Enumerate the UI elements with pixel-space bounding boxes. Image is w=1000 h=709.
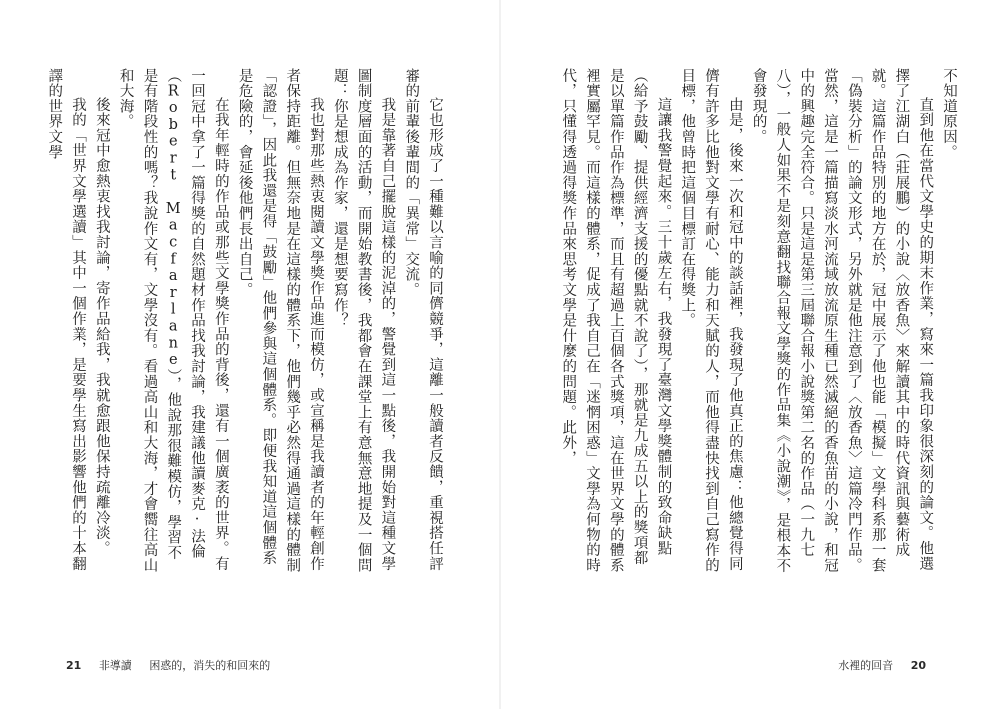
chapter-title: 水裡的回音 — [838, 659, 894, 672]
paragraph: 我是靠著自己擺脫這樣的泥淖的，警覺到這一點後，我開始對這種文學圖制度層面的活動，而開始教書後，我都會在課堂上有意無意地提及一個問題：你是想成為作家，還是想要寫作？ — [331, 68, 396, 573]
paragraph: 我也對那些熱衷閱讀文學獎作品進而模仿，或宣稱是我讀者的年輕創作者保持距離。但無奈地是在這樣的體系下，他們幾乎必然得通過這樣的體制「認證」，因此我還是得「鼓勵」他們參與這個體系。即便我知道這個體系是危險的，會延後他們長出自己。 — [236, 68, 325, 573]
right-page — [500, 0, 1000, 709]
paragraph: 我的「世界文學選讀」其中一個作業，是要學生寫出影響他們的十本翻譯的世界文學 — [46, 68, 87, 572]
left-folio — [66, 657, 284, 673]
page-number: 21 — [66, 659, 82, 672]
paragraph: 在我年輕時的作品或那些文學獎作品的背後，還有一個廣袤的世界。有一回冠中拿了一篇得獎的自然題材作品找我討論，我建議他讀麥克·法倫（Robert Macfarlane），他說那很難模仿，學習不是有階段性的嗎？我說作文有，文學沒有。看過高山和大海，才會嚮往高山和大海。 — [117, 68, 229, 573]
right-folio — [838, 657, 940, 673]
paragraph: 後來冠中愈熱衷找我討論，寄作品給我，我就愈跟他保持疏離冷淡。 — [93, 97, 110, 556]
chapter-title: 困惑的，消失的和回來的 — [149, 659, 271, 672]
left-page-body — [46, 68, 446, 574]
paragraph: 直到他在當代文學史的期末作業，寫來一篇我印象很深刻的論文。他選擇了江湖白（莊展鵬）的小說〈放香魚〉來解讀其中的時代資訊與藝術成就。這篇作品特別的地方在於，冠中展示了他也能「模擬」文學科系那一套「偽裝分析」的論文形式，另外就是他注意到了〈放香魚〉這篇冷門作品。當然，這是一篇描寫淡水河流域放流原生種已然滅絕的香魚苗的小說，和冠中的興趣完全符合。只是這是第三屆聯合報小說獎第二名的作品（一九七八），一般人如果不是刻意翻找聯合報文學獎的作品集《小說潮》，是根本不會發現的。 — [750, 68, 934, 574]
right-page-body — [540, 68, 960, 574]
paragraph: 它也形成了一種難以言喻的同儕競爭，這離一般讀者反饋，重視搭任評審的前輩後輩間的「異常」交流。 — [403, 68, 443, 572]
book-label: 非導讀 — [98, 659, 132, 672]
paragraph: 這讓我警覺起來。三十歲左右，我發現了臺灣文學獎體制的致命缺點（給予鼓勵、提供經濟支援的優點就不說了），那就是九成五以上的獎項都是以單篇作品作為標準，而且有超過上百個各式獎項，這在世界文學的體系裡實屬罕見。而這樣的體系，促成了我自己在「迷惘困惑」文學為何物的時代，只懂得透過得獎作品來思考文學是什麼的問題。此外， — [560, 68, 672, 573]
paragraph: 由是，後來一次和冠中的談話裡，我發現了他真正的焦慮：他總覺得同儕有許多比他對文學有耐心、能力和天賦的人，而他得盡快找到自己寫作的目標，他曾時把這個目標訂在得獎上。 — [679, 68, 743, 573]
page-number: 20 — [910, 659, 926, 672]
paragraph: 不知道原因。 — [941, 68, 957, 160]
